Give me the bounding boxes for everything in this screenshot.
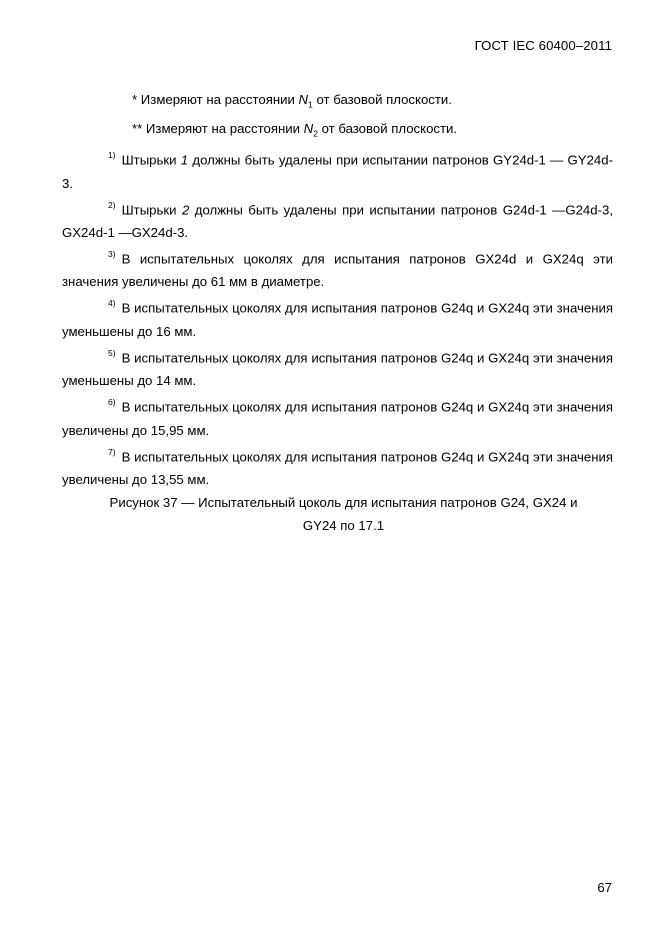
footnote-2-post: должны быть удалены при испытании патронов G24d-1 —G24d-3, GX24d-1 —GX24d-3.	[62, 202, 613, 241]
footnote-3	[62, 244, 613, 293]
note-star-1	[62, 88, 613, 117]
footnote-5	[62, 343, 613, 392]
note-star-1-prefix: * Измеряют на расстоянии	[132, 92, 299, 107]
document-code-header: ГОСТ IEC 60400–2011	[474, 38, 612, 53]
footnote-6	[62, 392, 613, 441]
footnote-3-text: В испытательных цоколях для испытания патронов GX24d и GX24q эти значения увеличены до 61 мм в диаметре.	[62, 251, 613, 290]
footnote-1-post: должны быть удалены при испытании патронов GY24d-1 — GY24d-3.	[62, 152, 613, 191]
note-star-2-var: N	[303, 120, 314, 136]
figure-caption-line-2: GY24 по 17.1	[302, 518, 385, 534]
footnote-1-pre: Штырьки	[121, 152, 181, 168]
footnote-7-text: В испытательных цоколях для испытания патронов G24q и GX24q эти значения увеличены до 13,55 мм.	[62, 449, 613, 488]
footnote-1	[62, 145, 613, 194]
footnote-2-italic: 2	[181, 202, 190, 218]
footnote-7-mark: 7)	[108, 446, 116, 457]
footnote-6-mark: 6)	[108, 397, 116, 408]
footnote-1-italic: 1	[180, 152, 189, 168]
footnote-3-mark: 3)	[108, 249, 116, 260]
note-star-2	[62, 117, 613, 146]
note-star-1-sub: 1	[308, 99, 313, 110]
note-star-2-sub: 2	[313, 128, 318, 139]
note-star-2-prefix: ** Измеряют на расстоянии	[132, 120, 304, 136]
figure-caption-line-1: Рисунок 37 — Испытательный цоколь для испытания патронов G24, GX24 и	[109, 495, 578, 511]
footnote-4-mark: 4)	[108, 298, 116, 309]
note-star-1-suffix: от базовой плоскости.	[312, 92, 452, 107]
footnote-4-text: В испытательных цоколях для испытания патронов G24q и GX24q эти значения уменьшены до 16 мм.	[62, 300, 613, 339]
footnote-5-mark: 5)	[108, 347, 116, 358]
figure-notes	[62, 88, 613, 537]
page-number: 67	[597, 880, 612, 895]
footnote-6-text: В испытательных цоколях для испытания патронов G24q и GX24q эти значения увеличены до 15,95 мм.	[62, 399, 613, 438]
footnote-4	[62, 293, 613, 342]
note-star-1-var: N	[298, 92, 309, 107]
note-star-2-suffix: от базовой плоскости.	[317, 120, 458, 136]
footnote-7	[62, 442, 613, 491]
figure-caption	[62, 491, 613, 537]
footnote-2-mark: 2)	[108, 199, 116, 210]
footnote-5-text: В испытательных цоколях для испытания патронов G24q и GX24q эти значения уменьшены до 14 мм.	[62, 350, 613, 389]
footnote-1-mark: 1)	[108, 150, 116, 161]
footnote-2-pre: Штырьки	[121, 202, 182, 218]
footnote-2	[62, 195, 613, 244]
